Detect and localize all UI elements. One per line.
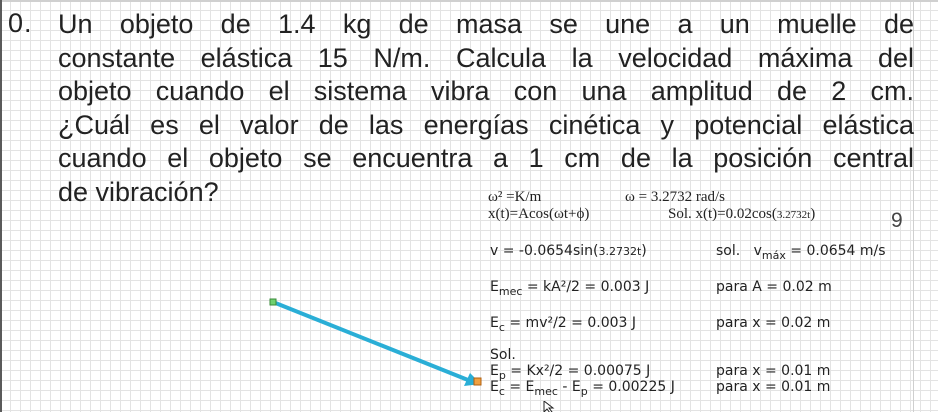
question-line: objeto cuando el sistema vibra con una amplitud de 2 cm. — [58, 76, 914, 106]
omega-squared-eq: ω² =K/m — [488, 189, 542, 205]
kinetic-energy-condition: para x = 0.01 m — [716, 379, 831, 395]
ec2-eq: = E — [509, 379, 535, 395]
emec-symbol: E — [490, 279, 499, 295]
vmax-symbol: v — [753, 243, 762, 259]
mechanical-energy-condition: para A = 0.02 m — [716, 279, 832, 295]
arrow-line[interactable] — [273, 302, 468, 380]
ec1-symbol: E — [490, 315, 499, 331]
vmax-prefix: sol. — [716, 243, 741, 259]
ep-value: = Kx²/2 = 0.00075 J — [510, 363, 651, 379]
position-solution-arg: 3.2732t — [776, 209, 811, 221]
ec2-value: = 0.00225 J — [592, 379, 675, 395]
arrow-end-handle[interactable] — [474, 378, 481, 385]
ec2-sub: c — [498, 384, 505, 398]
ec2-minus: - E — [562, 379, 581, 395]
question-line: de vibración? — [58, 176, 219, 207]
question-number: 0. — [8, 8, 33, 38]
question-line: cuando el objeto se encuentra a 1 cm de la posición central — [58, 143, 914, 173]
ec2-p-sub: p — [580, 384, 588, 398]
question-line: ¿Cuál es el valor de las energías cinética y potencial elástica — [58, 109, 914, 140]
position-solution-prefix: Sol. x(t)=0.02cos( — [668, 206, 777, 222]
mouse-pointer-icon — [543, 401, 557, 412]
question-line: constante elástica 15 N/m. Calcula la velocidad máxima del — [58, 42, 914, 73]
vmax-sub: máx — [761, 248, 786, 262]
emec-value: = kA²/2 = 0.003 J — [526, 279, 650, 295]
velocity-arg: 3.2732t — [598, 245, 642, 258]
ec2-mec-sub: mec — [534, 384, 558, 398]
arrow-start-handle[interactable] — [270, 299, 276, 305]
potential-energy-condition: para x = 0.01 m — [716, 363, 831, 379]
emec-sub: mec — [498, 284, 523, 298]
ep-sub: p — [498, 368, 506, 382]
ec2-symbol: E — [490, 379, 499, 395]
position-equation: x(t)=Acos(ωt+ϕ) — [488, 206, 590, 222]
sol-label: Sol. — [490, 347, 516, 363]
kinetic-energy-max-condition: para x = 0.02 m — [716, 315, 831, 331]
omega-value: ω = 3.2732 rad/s — [625, 189, 725, 205]
position-solution-suffix: ) — [810, 206, 816, 222]
ep-symbol: E — [490, 363, 499, 379]
velocity-suffix: ) — [641, 243, 647, 259]
ec1-value: = mv²/2 = 0.003 J — [509, 315, 637, 331]
page-number: 9 — [891, 209, 903, 232]
question-line: Un objeto de 1.4 kg de masa se une a un muelle de — [58, 9, 914, 39]
vmax-value: = 0.0654 m/s — [790, 243, 886, 259]
velocity-prefix: v = -0.0654sin( — [490, 243, 599, 259]
ec1-sub: c — [498, 320, 505, 334]
